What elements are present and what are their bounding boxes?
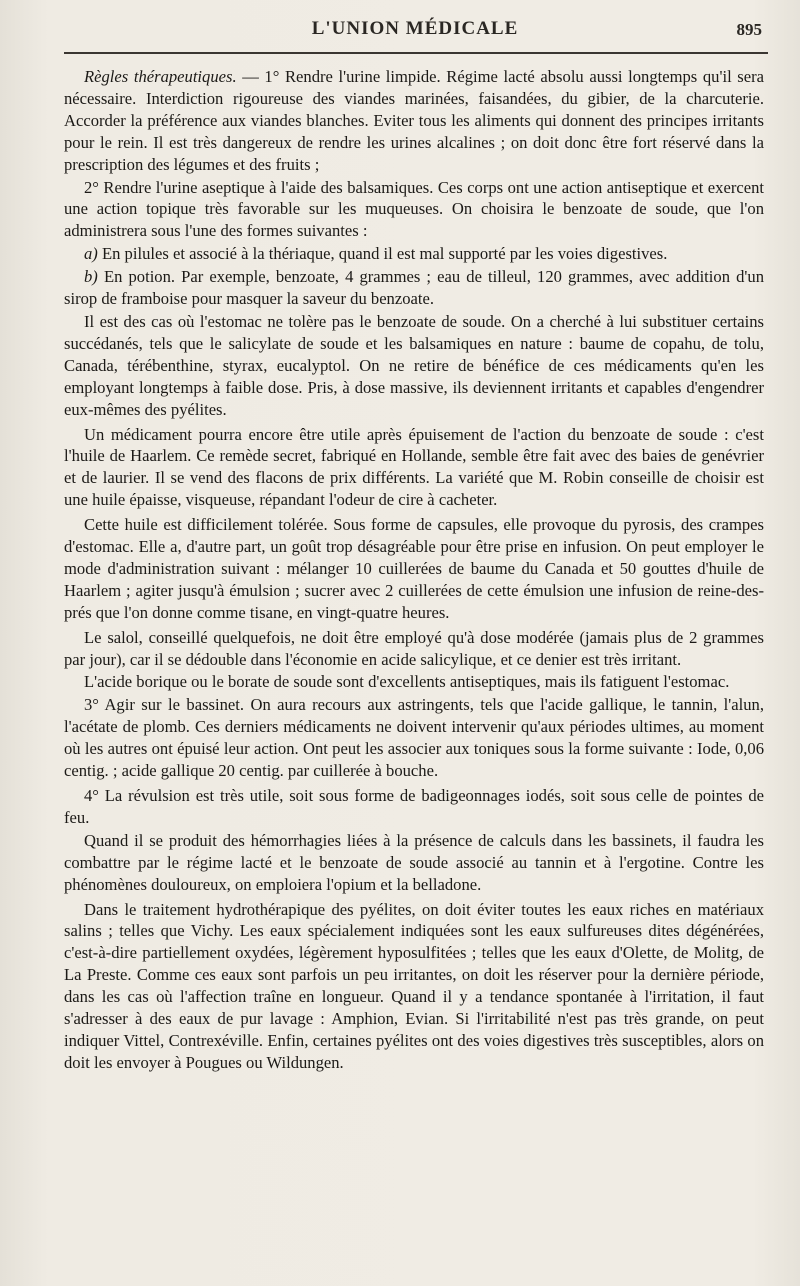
running-title: L'UNION MÉDICALE [311, 18, 519, 39]
paragraph-revulsion [64, 785, 764, 829]
paragraph-text: 2° Rendre l'urine aseptique à l'aide des balsamiques. Ces corps ont une action antiseptique et exercent une action topique très favorable sur les muqueuses. On choisira le benzoate de soude, que l'on administrera sous l'une des formes suivantes : [64, 177, 764, 241]
paragraph-text: 4° La révulsion est très utile, soit sous forme de badigeonnages iodés, soit sous celle de pointes de feu. [64, 786, 764, 827]
section-rubric: Règles thérapeutiques. [84, 67, 237, 86]
paragraph-rules [64, 66, 764, 176]
paragraph-item-b [64, 266, 764, 310]
paragraph-haarlem [64, 424, 764, 512]
paragraph-hydrotherapy [64, 899, 764, 1074]
paragraph-bassinet [64, 694, 764, 782]
paragraph-substitutes [64, 311, 764, 421]
paragraph-text: 3° Agir sur le bassinet. On aura recours aux astringents, tels que l'acide gallique, le tannin, l'alun, l'acétate de plomb. Ces derniers médicaments ne doivent intervenir qu'aux périodes ultimes, au moment où les autres ont épuisé leur action. Ont peut les associer aux toniques sous la forme suivante : Iode, 0,06 centig. ; acide gallique 20 centig. par cuillerée à bouche. [64, 695, 764, 781]
item-marker: b) [84, 267, 98, 287]
paragraph-text: Dans le traitement hydrothérapique des pyélites, on doit éviter toutes les eaux riches en matériaux salins ; telles que Vichy. Les eaux spécialement indiquées sont les eaux sulfureuses dites dégénérées, c'est-à-dire partiellement oxydées, légèrement hyposulfitées ; telles que les eaux d'Olette, de Molitg, de La Preste. Comme ces eaux sont parfois un peu irritantes, on doit les réserver pour la dernière période, dans les cas où l'affection traîne en longueur. Quand il y a tendance spontanée à l'irritation, il faut s'adresser à des eaux de pur lavage : Amphion, Evian. Si l'irritabilité n'est pas très grande, on peut indiquer Vittel, Contrexéville. Enfin, certaines pyélites ont des voies digestives très susceptibles, alors on doit les envoyer à Pougues ou Wildungen. [64, 899, 764, 1072]
paragraph-text: Il est des cas où l'estomac ne tolère pas le benzoate de soude. On a cherché à lui substituer certains succédanés, tels que le salicylate de soude et les balsamiques en nature : baume de copahu, de tolu, Canada, térébenthine, styrax, eucalyptol. On ne retire de bénéfice de ces médicaments qu'en les employant longtemps à faible dose. Pris, à dose massive, ils deviennent irritants et capables d'engendrer eux-mêmes des pyélites. [64, 311, 764, 419]
paragraph-salol [64, 627, 764, 671]
item-marker: a) [84, 244, 98, 264]
page-number: 895 [736, 20, 762, 39]
header-rule [64, 52, 768, 54]
paragraph-text: Quand il se produit des hémorrhagies liées à la présence de calculs dans les bassinets, il faudra les combattre par le régime lacté et le benzoate de soude associé au tannin et à l'ergotine. Contre les phénomènes douloureux, on emploiera l'opium et la belladone. [64, 830, 764, 894]
paragraph-item-a [64, 243, 764, 265]
paragraph-text: L'acide borique ou le borate de soude sont d'excellents antiseptiques, mais ils fatiguent l'estomac. [84, 672, 730, 692]
paragraph-tolerance [64, 514, 764, 624]
paragraph-text: Le salol, conseillé quelquefois, ne doit être employé qu'à dose modérée (jamais plus de 2 grammes par jour), car il se dédouble dans l'économie en acide salicylique, et ce denier est très irritant. [64, 627, 764, 669]
paragraph-text: — 1° Rendre l'urine limpide. Régime lacté absolu aussi longtemps qu'il sera nécessaire. Interdiction rigoureuse des viandes marinées, faisandées, du gibier, de la charcuterie. Accorder la préférence aux viandes blanches. Eviter tous les aliments qui donnent des principes irritants pour le rein. Il est très dangereux de rendre les urines alcalines ; on doit donc être fort réservé dans la prescription des légumes et des fruits ; [64, 67, 764, 174]
paragraph-text: Cette huile est difficilement tolérée. Sous forme de capsules, elle provoque du pyrosis, des crampes d'estomac. Elle a, d'autre part, un goût trop désagréable pour être prise en infusion. On peut employer le mode d'administration suivant : mélanger 10 cuillerées de baume du Canada et 50 gouttes d'huile de Haarlem ; agiter jusqu'à émulsion ; sucrer avec 2 cuillerées de cette émulsion une infusion de reine-des-prés que l'on donne comme tisane, en vingt-quatre heures. [64, 515, 764, 622]
paragraph-boric [64, 671, 764, 693]
article-body [64, 66, 764, 1074]
paragraph-aseptic [64, 177, 764, 243]
paragraph-text: Un médicament pourra encore être utile après épuisement de l'action du benzoate de soude : c'est l'huile de Haarlem. Ce remède secret, fabriqué en Hollande, semble être fait avec des baies de genévrier et de laurier. Il se vend des flacons de prix différents. La variété que M. Robin conseille de choisir est une huile épaisse, visqueuse, répandant l'odeur de cire à cacheter. [64, 424, 764, 510]
paragraph-hemorrhage [64, 830, 764, 896]
paragraph-text: En pilules et associé à la thériaque, quand il est mal supporté par les voies digestives. [97, 244, 668, 264]
page-header [64, 14, 766, 44]
paragraph-text: En potion. Par exemple, benzoate, 4 grammes ; eau de tilleul, 120 grammes, avec addition d'un sirop de framboise pour masquer la saveur du benzoate. [64, 267, 764, 309]
